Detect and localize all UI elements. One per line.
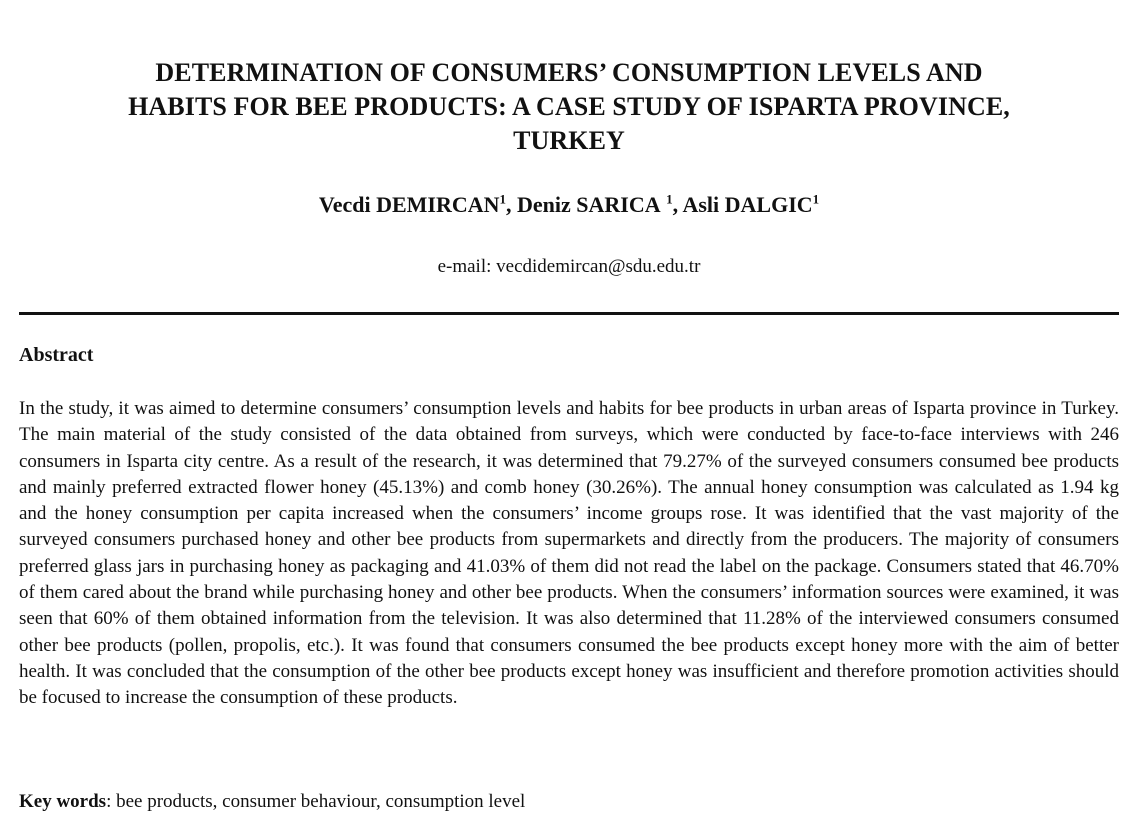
abstract-heading: Abstract (19, 344, 94, 366)
author-name: Deniz SARICA (517, 192, 661, 217)
header-divider (19, 312, 1119, 315)
title-line-1: DETERMINATION OF CONSUMERS’ CONSUMPTION LEVELS AND (155, 58, 983, 87)
abstract-text: In the study, it was aimed to determine consumers’ consumption levels and habits for bee products in urban areas of Isparta province in Turkey. The main material of the study consisted of the data obtained from surveys, which were conducted by face-to-face interviews with 246 consumers in Isparta city centre. As a result of the research, it was determined that 79.27% of the surveyed consumers consumed bee products and mainly preferred extracted flower honey (45.13%) and comb honey (30.26%). The annual honey consumption was calculated as 1.94 kg and the honey consumption per capita increased when the consumers’ income groups rose. It was identified that the vast majority of the surveyed consumers purchased honey and other bee products from supermarkets and directly from the producers. The majority of consumers preferred glass jars in purchasing honey as packaging and 41.03% of them did not read the label on the package. Consumers stated that 46.70% of them cared about the brand while purchasing honey and other bee products. When the consumers’ information sources were examined, it was seen that 60% of them obtained information from the television. It was also determined that 11.28% of the interviewed consumers consumed other bee products (pollen, propolis, etc.). It was found that consumers consumed the bee products except honey more with the aim of better health. It was concluded that the consumption of the other bee products except honey was insufficient and therefore promotion activities should be focused to increase the consumption of these products. (19, 398, 1119, 709)
keywords-line (19, 789, 1119, 815)
author-email: e-mail: vecdidemircan@sdu.edu.tr (437, 256, 701, 277)
author-affiliation: 1 (812, 191, 820, 207)
author-name: Asli DALGIC (682, 192, 813, 217)
author-affiliation: 1 (499, 191, 507, 207)
keywords-text: bee products, consumer behaviour, consumption level (116, 791, 526, 812)
author-affiliation: 1 (666, 191, 673, 207)
author-name: Vecdi DEMIRCAN (318, 192, 500, 217)
keywords-label: Key words (19, 791, 107, 812)
title-line-3: TURKEY (513, 126, 625, 155)
title-line-2: HABITS FOR BEE PRODUCTS: A CASE STUDY OF ISPARTA PROVINCE, (128, 92, 1010, 121)
author-list: Vecdi DEMIRCAN$^1$, Deniz SARICA $^1$, Asli DALGIC$^1$ (318, 191, 820, 217)
keywords-separator: : (106, 791, 117, 812)
paper-title (40, 56, 1098, 158)
